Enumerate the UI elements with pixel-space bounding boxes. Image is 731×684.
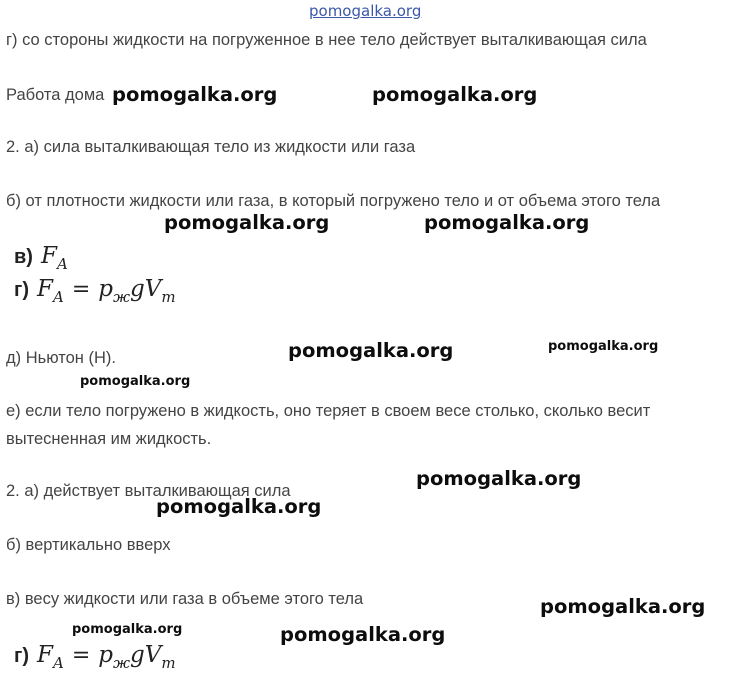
- watermark: pomogalka.org: [72, 622, 183, 637]
- watermark: pomogalka.org: [288, 339, 454, 362]
- formula-density-subscript: ж: [112, 288, 131, 306]
- answer-line-d: д) Ньютон (Н).: [6, 349, 116, 367]
- answer-line-g: г) со стороны жидкости на погруженное в нее тело действует выталкивающая сила: [6, 31, 647, 49]
- formula-f-subscript: A: [52, 654, 64, 672]
- watermark: pomogalka.org: [156, 495, 322, 518]
- watermark-top: pomogalka.org: [309, 2, 422, 20]
- formula-volume-subscript: m: [161, 654, 176, 672]
- formula-f: F: [40, 243, 57, 269]
- formula-label: г): [14, 279, 29, 301]
- watermark: pomogalka.org: [416, 467, 582, 490]
- formula-f: F: [37, 276, 53, 302]
- watermark: pomogalka.org: [280, 623, 446, 646]
- formula-gravity: g: [130, 642, 145, 668]
- watermark: pomogalka.org: [112, 83, 278, 106]
- answer-line-b-second: б) вертикально вверх: [6, 536, 171, 554]
- watermark: pomogalka.org: [372, 83, 538, 106]
- formula-density: p: [98, 276, 113, 302]
- formula-equals: =: [71, 643, 91, 668]
- formula-f-subscript: A: [56, 255, 68, 273]
- formula-v: [14, 243, 68, 273]
- formula-equals: =: [71, 277, 91, 302]
- formula-density-subscript: ж: [112, 654, 131, 672]
- homework-heading: Работа дома: [6, 86, 105, 104]
- watermark: pomogalka.org: [424, 211, 590, 234]
- formula-gravity: g: [130, 276, 145, 302]
- formula-g-second: [14, 642, 176, 672]
- watermark: pomogalka.org: [540, 595, 706, 618]
- formula-g: [14, 276, 176, 306]
- formula-density: p: [98, 642, 113, 668]
- formula-f: F: [37, 642, 53, 668]
- answer-line-v: в) весу жидкости или газа в объеме этого тела: [6, 590, 364, 608]
- answer-line-2a-second: 2. а) действует выталкивающая сила: [6, 482, 291, 500]
- watermark: pomogalka.org: [548, 339, 659, 354]
- formula-volume: V: [144, 276, 162, 302]
- formula-volume-subscript: m: [161, 288, 176, 306]
- answer-line-e: е) если тело погружено в жидкость, оно теряет в своем весе столько, сколько весит вытесненная им жидкость.: [6, 402, 651, 448]
- formula-label: г): [14, 645, 29, 667]
- watermark: pomogalka.org: [80, 374, 191, 389]
- watermark: pomogalka.org: [164, 211, 330, 234]
- formula-volume: V: [144, 642, 162, 668]
- answer-line-b: б) от плотности жидкости или газа, в который погружено тело и от объема этого тела: [6, 192, 661, 210]
- answer-line-2a: 2. а) сила выталкивающая тело из жидкости или газа: [6, 138, 416, 156]
- formula-f-subscript: A: [52, 288, 64, 306]
- formula-label: в): [14, 246, 33, 268]
